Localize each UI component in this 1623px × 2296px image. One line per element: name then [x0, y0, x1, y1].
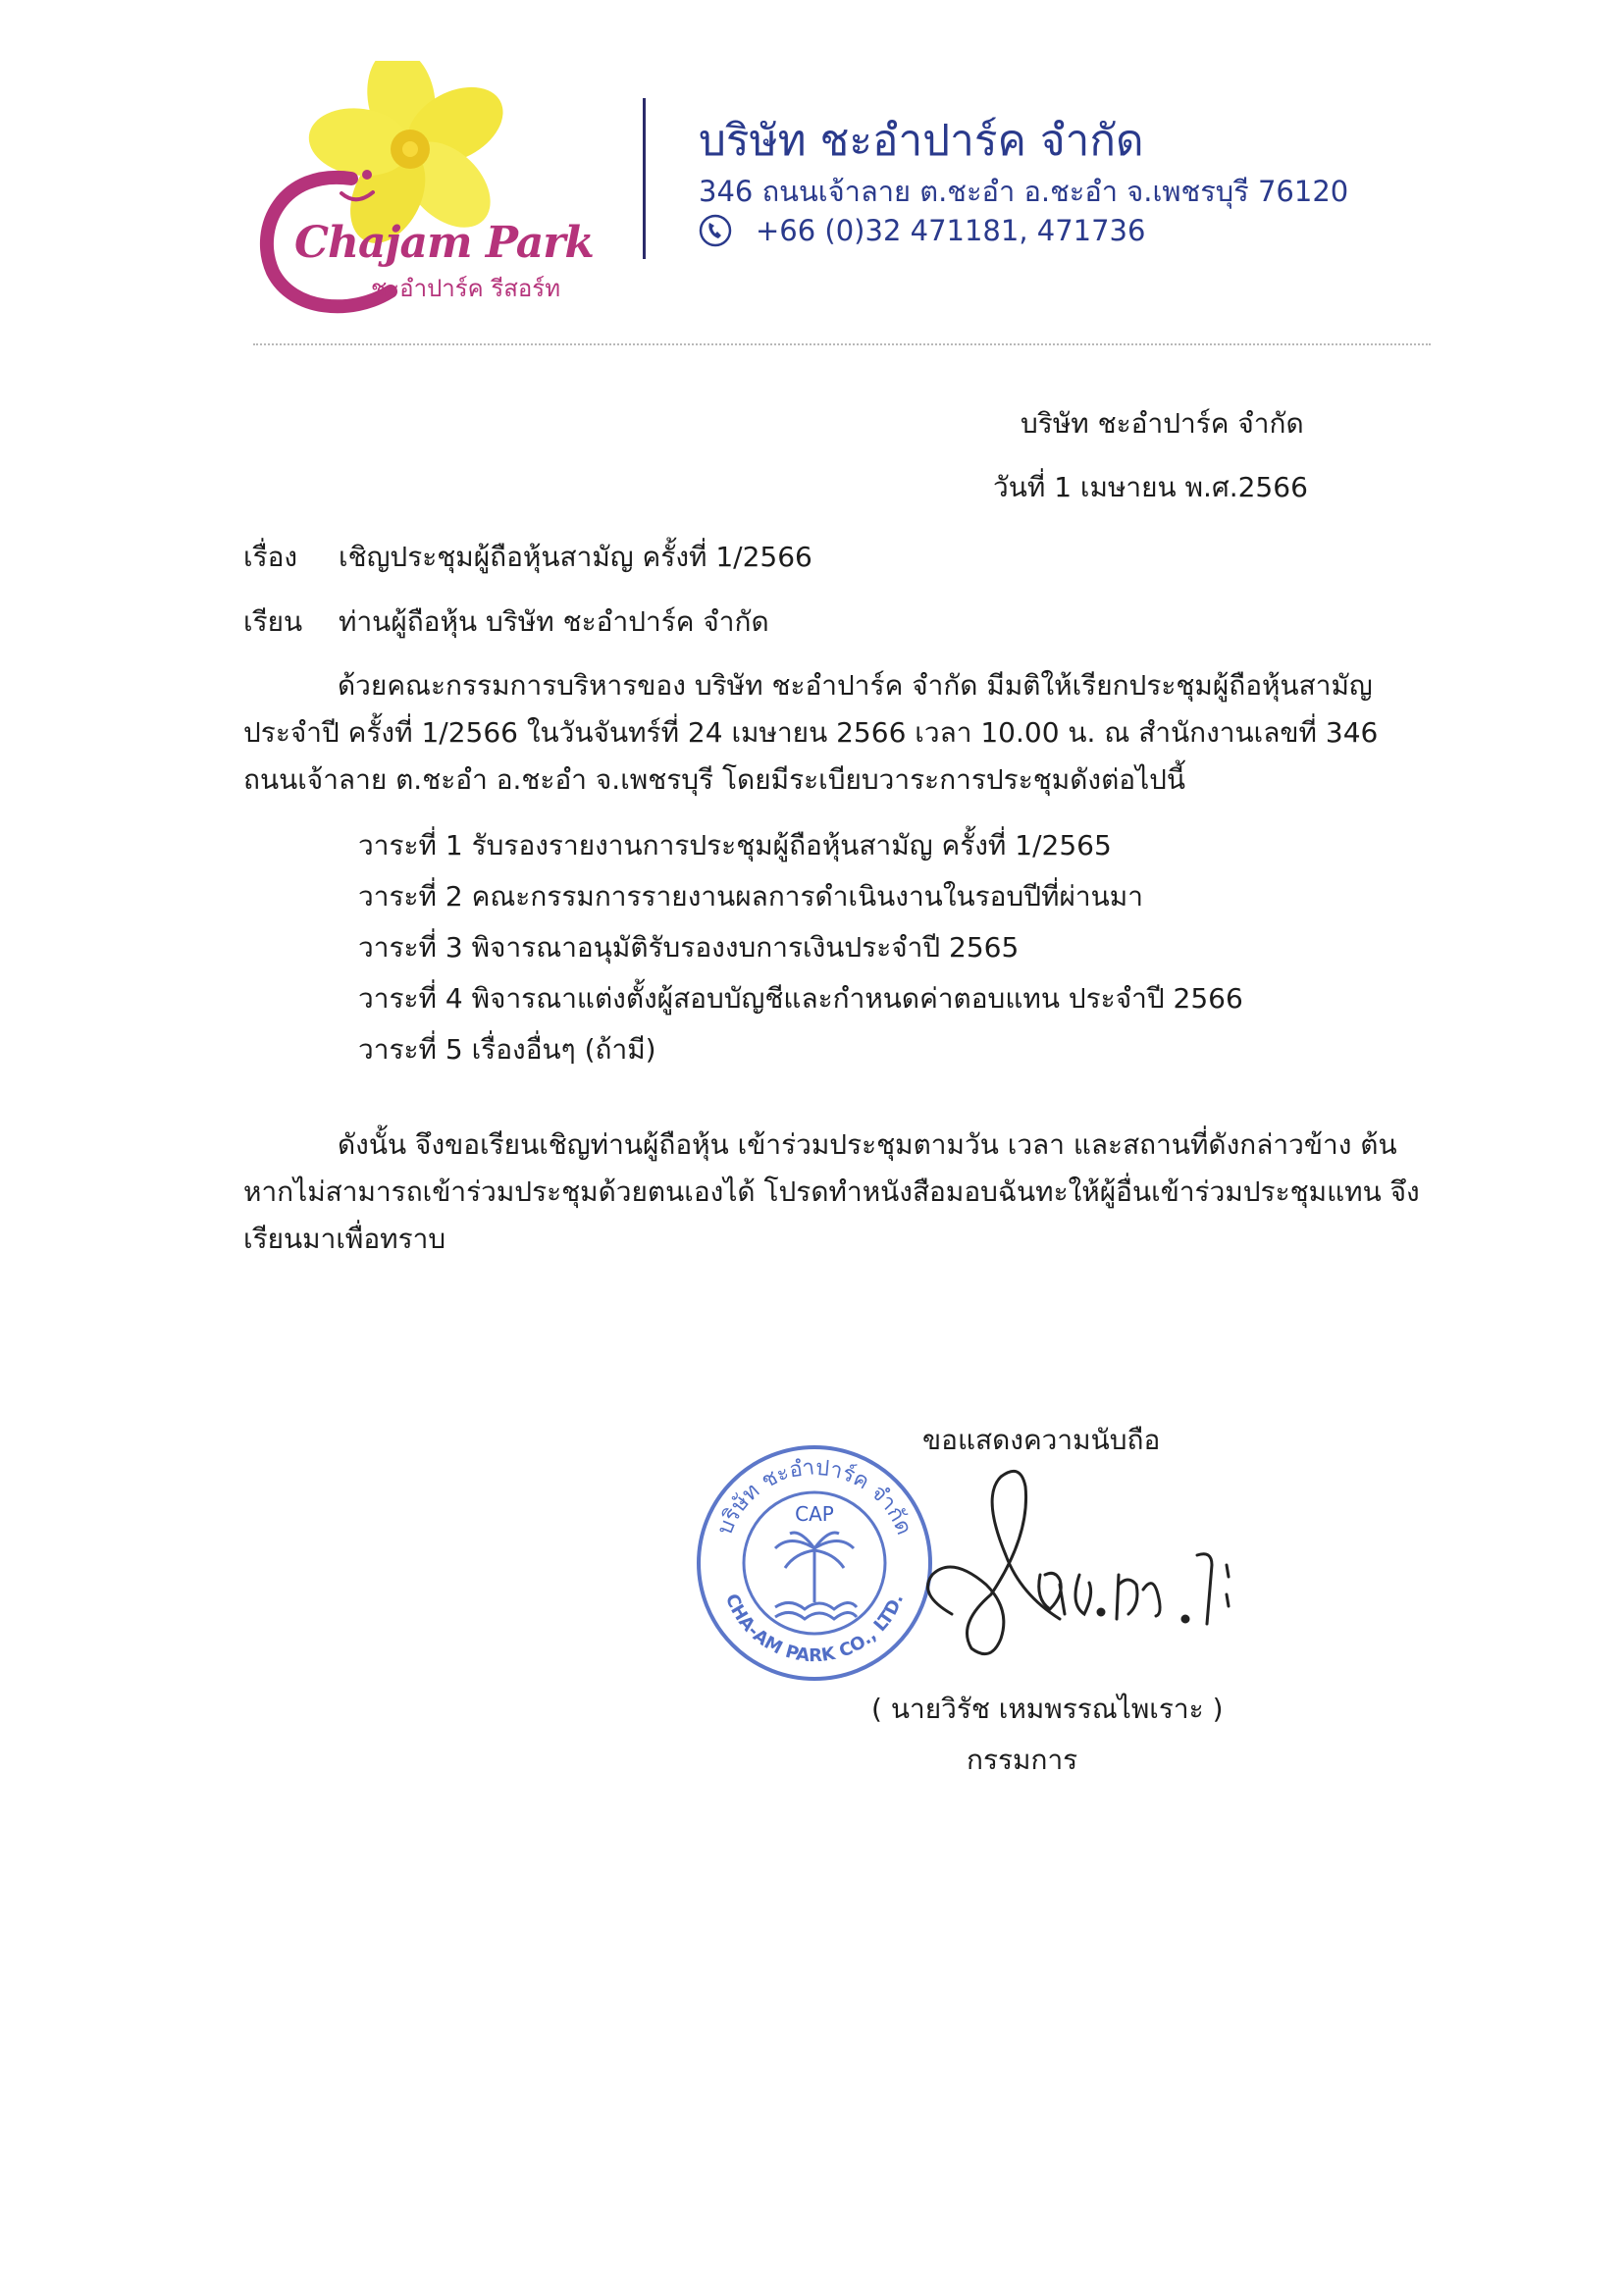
agenda-item-1: วาระที่ 1 รับรองรายงานการประชุมผู้ถือหุ้นสามัญ ครั้งที่ 1/2565	[358, 829, 1112, 861]
phone-icon	[699, 214, 732, 247]
closing-salutation: ขอแสดงความนับถือ	[922, 1424, 1161, 1456]
subject-label: เรื่อง	[243, 541, 298, 573]
handwritten-signature	[913, 1447, 1256, 1683]
svg-text:บริษัท ชะอำปาร์ค จำกัด	[712, 1455, 916, 1539]
svg-text:CHA-AM PARK CO., LTD.	[721, 1592, 908, 1667]
salutation-label: เรียน	[243, 605, 303, 638]
logo-wordmark: Chajam Park	[294, 218, 594, 268]
body-paragraph-intro: ด้วยคณะกรรมการบริหารของ บริษัท ชะอำปาร์ค จำกัด มีมติให้เรียกประชุมผู้ถือหุ้นสามัญ ประจำปี ครั้งที่ 1/2566 ในวันจันทร์ที่ 24 เมษายน 2566 เวลา 10.00 น. ณ สำนักงานเลขที่ 346 ถนนเจ้าลาย ต.ชะอำ อ.ชะอำ จ.เพชรบุรี โดยมีระเบียบวาระการประชุมดังต่อไปนี้	[243, 669, 1379, 796]
company-phone	[699, 214, 1145, 247]
body-paragraph-closing: ดังนั้น จึงขอเรียนเชิญท่านผู้ถือหุ้น เข้าร่วมประชุมตามวัน เวลา และสถานที่ดังกล่าวข้าง ต้น หากไม่สามารถเข้าร่วมประชุมด้วยตนเองได้ โปรดทำหนังสือมอบฉันทะให้ผู้อื่นเข้าร่วมประชุมแทน จึงเรียนมาเพื่อทราบ	[243, 1128, 1420, 1255]
seal-text-top: บริษัท ชะอำปาร์ค จำกัด	[712, 1455, 916, 1539]
company-seal	[692, 1440, 937, 1686]
salutation-text: ท่านผู้ถือหุ้น บริษัท ชะอำปาร์ค จำกัด	[339, 605, 769, 638]
subject-text: เชิญประชุมผู้ถือหุ้นสามัญ ครั้งที่ 1/2566	[339, 541, 812, 573]
agenda-item-5: วาระที่ 5 เรื่องอื่นๆ (ถ้ามี)	[358, 1033, 656, 1066]
sender-company: บริษัท ชะอำปาร์ค จำกัด	[1021, 407, 1304, 440]
letter-date: วันที่ 1 เมษายน พ.ศ.2566	[993, 471, 1308, 503]
company-address: 346 ถนนเจ้าลาย ต.ชะอำ อ.ชะอำ จ.เพชรบุรี 76120	[699, 175, 1349, 208]
agenda-item-3: วาระที่ 3 พิจารณาอนุมัติรับรองงบการเงินประจำปี 2565	[358, 931, 1020, 964]
seal-text-bottom: CHA-AM PARK CO., LTD.	[720, 1591, 909, 1667]
signatory-name: ( นายวิรัช เหมพรรณไพเราะ )	[871, 1693, 1224, 1725]
phone-number: +66 (0)32 471181, 471736	[756, 214, 1146, 247]
agenda-item-2: วาระที่ 2 คณะกรรมการรายงานผลการดำเนินงานในรอบปีที่ผ่านมา	[358, 880, 1143, 913]
agenda-item-4: วาระที่ 4 พิจารณาแต่งตั้งผู้สอบบัญชีและกำหนดค่าตอบแทน ประจำปี 2566	[358, 982, 1243, 1015]
signatory-title: กรรมการ	[967, 1744, 1078, 1776]
header-rule	[253, 343, 1431, 345]
company-name: บริษัท ชะอำปาร์ค จำกัด	[699, 116, 1144, 166]
header-divider	[643, 98, 646, 259]
seal-center-text: CAP	[795, 1502, 834, 1526]
logo-subtitle: ชะอำปาร์ค รีสอร์ท	[371, 275, 561, 302]
palm-tree-icon	[775, 1533, 857, 1619]
company-logo	[243, 61, 594, 318]
